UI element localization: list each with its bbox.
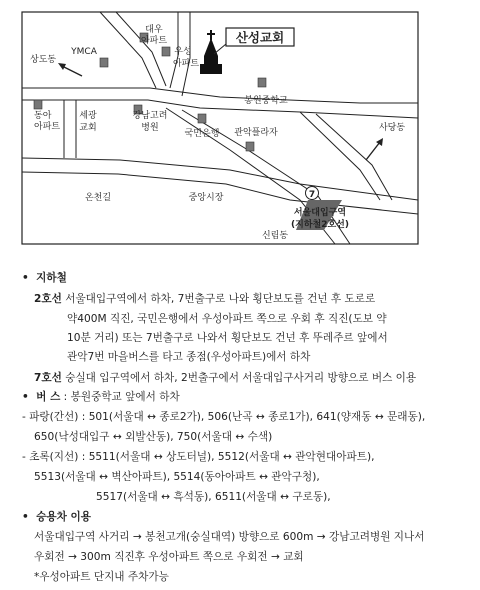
line2-row-3: 10분 거리) 또는 7번출구로 나와서 횡단보도 건넌 후 뚜레주르 앞에서 [67, 332, 388, 344]
building-bongwon [258, 78, 266, 87]
subway-heading-text: 지하철 [36, 272, 67, 284]
bus-row-1: - 파랑(간선) : 501(서울대 ↔ 종로2가), 506(난곡 ↔ 종로1가), 641(양재동 ↔ 문래동), [22, 411, 426, 423]
bus-row-2: 650(낙성대입구 ↔ 외발산동), 750(서울대 ↔ 수색) [34, 431, 273, 443]
line2-label: 2호선 [34, 293, 62, 305]
line2-row-2: 약400M 직진, 국민은행에서 우성아파트 쪽으로 우회 후 직진(도보 약 [67, 313, 387, 325]
label-dongah-2: 아파트 [34, 122, 61, 132]
car-row-2: 우회전 → 300m 직진후 우성아파트 쪽으로 우회전 → 교회 [34, 551, 304, 563]
label-jungang: 중앙시장 [188, 193, 224, 203]
building-ymca [100, 58, 108, 67]
label-gangnam-2: 병원 [141, 123, 159, 133]
line2-row-1 [34, 293, 375, 306]
label-station-2: (지하철2호선) [291, 220, 349, 230]
subway-heading: • 지하철 [22, 272, 67, 284]
building-kookmin [198, 114, 206, 123]
car-row-1: 서울대입구역 사거리 → 봉천고개(숭실대역) 방향으로 600m → 강남고려병원 지나서 [34, 531, 425, 543]
label-ymca: YMCA [71, 47, 97, 57]
label-dongah-1: 동아 [34, 111, 52, 121]
label-station-1: 서울대입구역 [293, 208, 347, 218]
label-bongwon: 봉원중학교 [244, 96, 288, 106]
line2-row-4: 관악7번 마을버스를 타고 종점(우성아파트)에서 하차 [67, 351, 311, 363]
label-sangdo: 상도동 [30, 55, 57, 65]
line7-label: 7호선 [34, 372, 62, 384]
building-gwanak [246, 142, 254, 151]
bus-row-5: 5517(서울대 ↔ 흑석동), 6511(서울대 ↔ 구로동), [96, 491, 331, 503]
line7-text: 숭실대 입구역에서 하차, 2번출구에서 서울대입구사거리 방향으로 버스 이용 [65, 372, 417, 384]
car-heading-text: 승용차 이용 [36, 511, 92, 523]
label-segwang-2: 교회 [79, 123, 97, 133]
label-daewoo-1: 대우 [145, 25, 163, 35]
bus-heading: • 버 스 : 봉원중학교 앞에서 하차 [22, 391, 180, 403]
bus-heading-rest: : 봉원중학교 앞에서 하차 [60, 391, 180, 403]
label-kookmin: 국민은행 [184, 129, 220, 139]
line2-text-1: 서울대입구역에서 하차, 7번출구로 나와 횡단보도를 건넌 후 도로로 [65, 293, 376, 305]
label-sadang: 사당동 [378, 123, 406, 133]
bus-row-4: 5513(서울대 ↔ 벽산아파트), 5514(동아아파트 ↔ 관악구청), [34, 471, 320, 483]
bus-heading-text: 버 스 [36, 391, 61, 403]
building-woosung [162, 47, 170, 56]
label-segwang-1: 세광 [79, 111, 97, 121]
car-row-3: *우성아파트 단지내 주차가능 [34, 571, 169, 583]
label-oncheon: 온천길 [84, 193, 112, 203]
car-heading: • 승용차 이용 [22, 511, 92, 523]
label-gwanak: 관악플라자 [234, 128, 278, 138]
exit-number: 7 [308, 190, 316, 200]
label-woosung-1: 우성 [174, 47, 192, 57]
label-sillim: 신림동 [261, 231, 289, 241]
church-name: 산성교회 [235, 30, 285, 45]
line7-row [34, 372, 416, 385]
label-daewoo-2: 아파트 [140, 36, 168, 46]
location-map [0, 0, 480, 260]
building-dongah [34, 100, 42, 109]
label-gangnam-1: 강남고려 [132, 111, 168, 121]
label-woosung-2: 아파트 [172, 59, 200, 69]
bus-row-3: - 초록(지선) : 5511(서울대 ↔ 상도터널), 5512(서울대 ↔ 관악현대아파트), [22, 451, 375, 463]
